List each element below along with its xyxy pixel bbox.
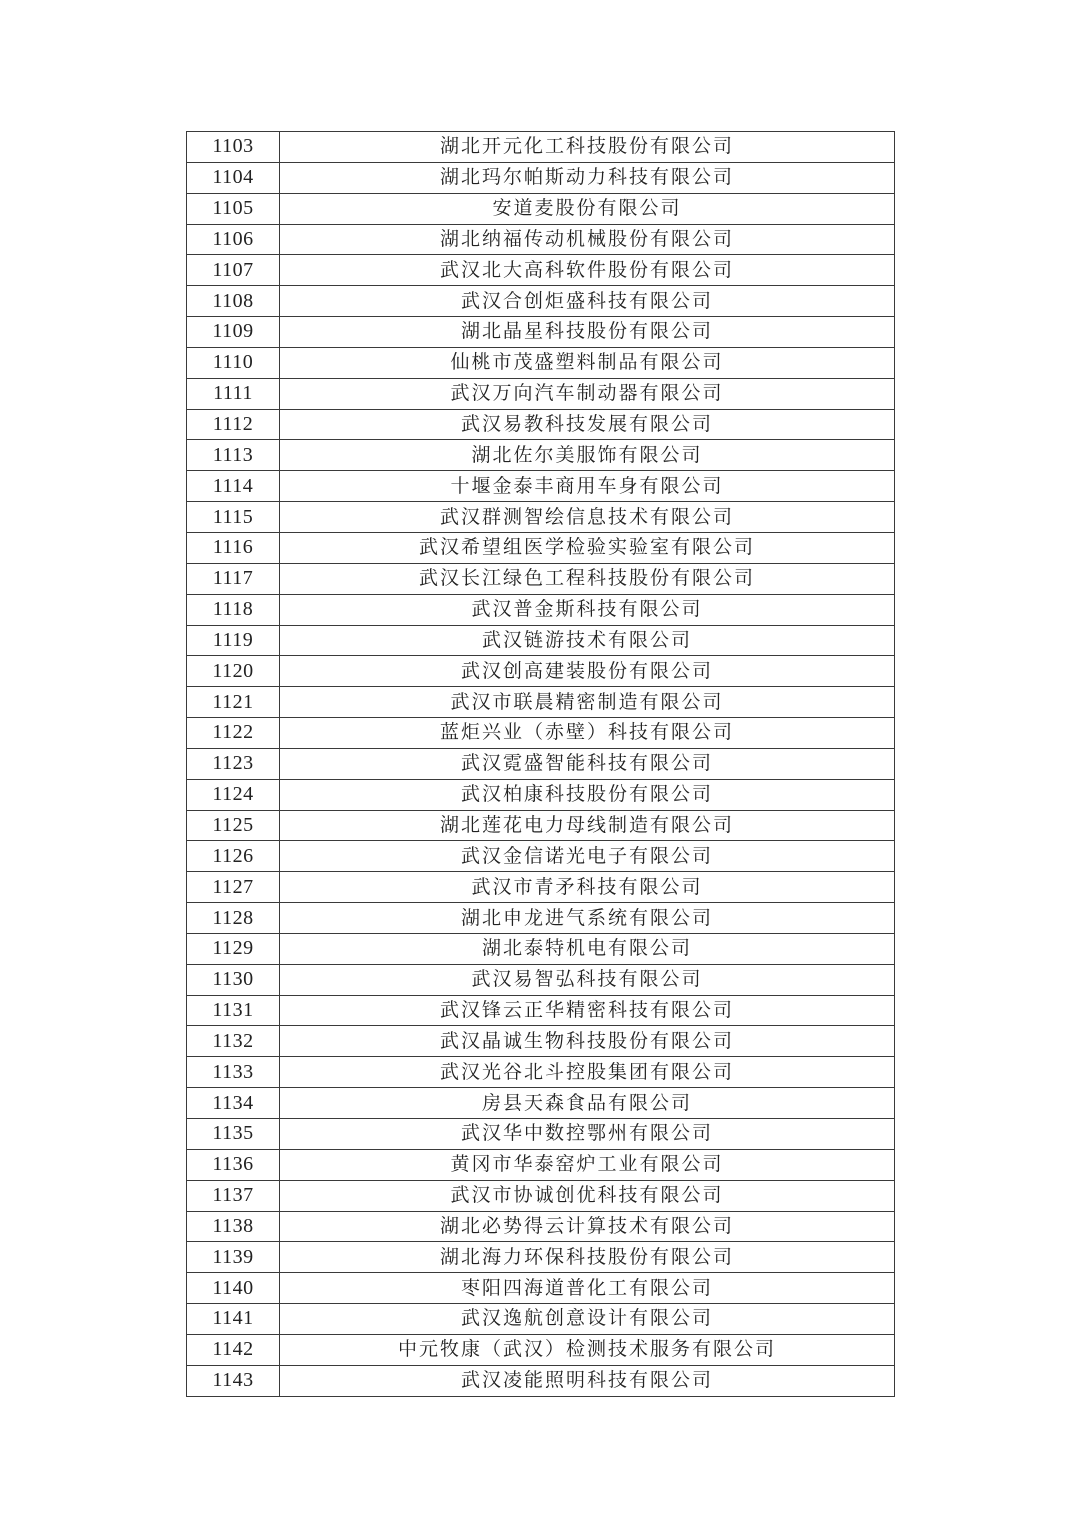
company-name: 武汉华中数控鄂州有限公司 — [280, 1119, 895, 1150]
table-row — [187, 748, 895, 779]
table-row — [187, 378, 895, 409]
row-number: 1132 — [187, 1026, 280, 1057]
table-row — [187, 872, 895, 903]
table-row — [187, 162, 895, 193]
company-name: 武汉市青矛科技有限公司 — [280, 872, 895, 903]
company-name: 武汉万向汽车制动器有限公司 — [280, 378, 895, 409]
company-name: 武汉逸航创意设计有限公司 — [280, 1304, 895, 1335]
company-name: 武汉易教科技发展有限公司 — [280, 409, 895, 440]
row-number: 1104 — [187, 162, 280, 193]
row-number: 1110 — [187, 347, 280, 378]
row-number: 1126 — [187, 841, 280, 872]
row-number: 1112 — [187, 409, 280, 440]
row-number: 1129 — [187, 933, 280, 964]
company-name: 湖北玛尔帕斯动力科技有限公司 — [280, 162, 895, 193]
row-number: 1113 — [187, 440, 280, 471]
row-number: 1106 — [187, 224, 280, 255]
row-number: 1140 — [187, 1273, 280, 1304]
company-name: 湖北佐尔美服饰有限公司 — [280, 440, 895, 471]
company-name: 湖北申龙进气系统有限公司 — [280, 903, 895, 934]
row-number: 1135 — [187, 1119, 280, 1150]
company-name: 武汉链游技术有限公司 — [280, 625, 895, 656]
table-row — [187, 440, 895, 471]
row-number: 1117 — [187, 563, 280, 594]
row-number: 1137 — [187, 1180, 280, 1211]
company-name: 湖北海力环保科技股份有限公司 — [280, 1242, 895, 1273]
table-row — [187, 1026, 895, 1057]
company-name: 武汉创高建装股份有限公司 — [280, 656, 895, 687]
row-number: 1134 — [187, 1088, 280, 1119]
table-row — [187, 286, 895, 317]
table-row — [187, 347, 895, 378]
table-row — [187, 1304, 895, 1335]
table-row — [187, 903, 895, 934]
row-number: 1138 — [187, 1211, 280, 1242]
table-row — [187, 1057, 895, 1088]
table-body — [187, 132, 895, 1397]
company-name: 仙桃市茂盛塑料制品有限公司 — [280, 347, 895, 378]
table-row — [187, 409, 895, 440]
row-number: 1109 — [187, 317, 280, 348]
table-row — [187, 563, 895, 594]
table-row — [187, 594, 895, 625]
table-row — [187, 779, 895, 810]
table-row — [187, 132, 895, 163]
company-name: 武汉市协诚创优科技有限公司 — [280, 1180, 895, 1211]
table-row — [187, 1273, 895, 1304]
company-name: 武汉普金斯科技有限公司 — [280, 594, 895, 625]
table-row — [187, 1088, 895, 1119]
row-number: 1122 — [187, 718, 280, 749]
row-number: 1130 — [187, 964, 280, 995]
table-row — [187, 1365, 895, 1396]
table-row — [187, 1180, 895, 1211]
row-number: 1128 — [187, 903, 280, 934]
company-name: 湖北纳福传动机械股份有限公司 — [280, 224, 895, 255]
row-number: 1107 — [187, 255, 280, 286]
row-number: 1118 — [187, 594, 280, 625]
table-row — [187, 687, 895, 718]
company-name: 武汉霓盛智能科技有限公司 — [280, 748, 895, 779]
company-name: 湖北莲花电力母线制造有限公司 — [280, 810, 895, 841]
row-number: 1119 — [187, 625, 280, 656]
row-number: 1103 — [187, 132, 280, 163]
company-name: 武汉希望组医学检验实验室有限公司 — [280, 532, 895, 563]
row-number: 1123 — [187, 748, 280, 779]
row-number: 1139 — [187, 1242, 280, 1273]
row-number: 1111 — [187, 378, 280, 409]
company-name: 武汉易智弘科技有限公司 — [280, 964, 895, 995]
table-row — [187, 810, 895, 841]
table-row — [187, 1334, 895, 1365]
row-number: 1124 — [187, 779, 280, 810]
table-row — [187, 964, 895, 995]
company-name: 武汉凌能照明科技有限公司 — [280, 1365, 895, 1396]
company-name: 武汉合创炬盛科技有限公司 — [280, 286, 895, 317]
company-name: 武汉晶诚生物科技股份有限公司 — [280, 1026, 895, 1057]
table-row — [187, 471, 895, 502]
row-number: 1116 — [187, 532, 280, 563]
company-name: 房县天森食品有限公司 — [280, 1088, 895, 1119]
company-name: 武汉市联晨精密制造有限公司 — [280, 687, 895, 718]
company-name: 湖北泰特机电有限公司 — [280, 933, 895, 964]
table-row — [187, 1242, 895, 1273]
table-row — [187, 1119, 895, 1150]
row-number: 1142 — [187, 1334, 280, 1365]
company-name: 武汉金信诺光电子有限公司 — [280, 841, 895, 872]
row-number: 1105 — [187, 193, 280, 224]
row-number: 1127 — [187, 872, 280, 903]
table-row — [187, 193, 895, 224]
table-row — [187, 841, 895, 872]
table-row — [187, 995, 895, 1026]
company-name: 武汉北大高科软件股份有限公司 — [280, 255, 895, 286]
company-name: 中元牧康（武汉）检测技术服务有限公司 — [280, 1334, 895, 1365]
row-number: 1120 — [187, 656, 280, 687]
company-name: 武汉长江绿色工程科技股份有限公司 — [280, 563, 895, 594]
table-row — [187, 224, 895, 255]
table-row — [187, 656, 895, 687]
company-list-table — [186, 131, 895, 1397]
document-page — [186, 131, 894, 1397]
row-number: 1108 — [187, 286, 280, 317]
table-row — [187, 255, 895, 286]
table-row — [187, 718, 895, 749]
company-name: 安道麦股份有限公司 — [280, 193, 895, 224]
row-number: 1115 — [187, 502, 280, 533]
table-row — [187, 933, 895, 964]
row-number: 1141 — [187, 1304, 280, 1335]
row-number: 1133 — [187, 1057, 280, 1088]
company-name: 武汉光谷北斗控股集团有限公司 — [280, 1057, 895, 1088]
row-number: 1121 — [187, 687, 280, 718]
company-name: 湖北开元化工科技股份有限公司 — [280, 132, 895, 163]
table-row — [187, 317, 895, 348]
company-name: 武汉柏康科技股份有限公司 — [280, 779, 895, 810]
company-name: 蓝炬兴业（赤壁）科技有限公司 — [280, 718, 895, 749]
table-row — [187, 1211, 895, 1242]
company-name: 黄冈市华泰窑炉工业有限公司 — [280, 1149, 895, 1180]
table-row — [187, 625, 895, 656]
company-name: 武汉锋云正华精密科技有限公司 — [280, 995, 895, 1026]
table-row — [187, 502, 895, 533]
company-name: 十堰金泰丰商用车身有限公司 — [280, 471, 895, 502]
company-name: 湖北晶星科技股份有限公司 — [280, 317, 895, 348]
row-number: 1114 — [187, 471, 280, 502]
row-number: 1131 — [187, 995, 280, 1026]
row-number: 1125 — [187, 810, 280, 841]
company-name: 武汉群测智绘信息技术有限公司 — [280, 502, 895, 533]
company-name: 湖北必势得云计算技术有限公司 — [280, 1211, 895, 1242]
row-number: 1136 — [187, 1149, 280, 1180]
company-name: 枣阳四海道普化工有限公司 — [280, 1273, 895, 1304]
table-row — [187, 1149, 895, 1180]
table-row — [187, 532, 895, 563]
row-number: 1143 — [187, 1365, 280, 1396]
